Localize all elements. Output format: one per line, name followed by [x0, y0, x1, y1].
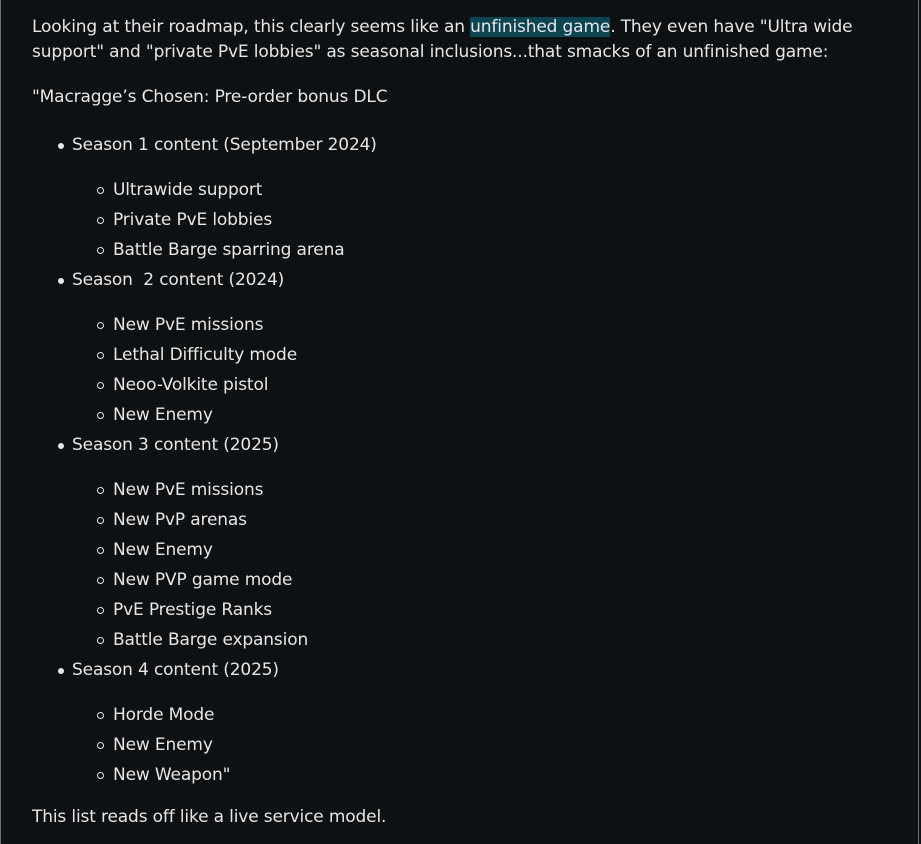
list-item	[32, 625, 898, 655]
list-item-text: New PVP game mode	[113, 570, 293, 590]
list-item-text: New PvE missions	[113, 315, 264, 335]
bullet-circle-icon	[97, 322, 104, 329]
bullet-circle-icon	[97, 382, 104, 389]
list-item-text: Battle Barge sparring arena	[113, 240, 345, 260]
list-item	[32, 340, 898, 370]
list-item	[32, 205, 898, 235]
bullet-circle-icon	[97, 412, 104, 419]
season-content-list	[32, 700, 898, 790]
season-title-row	[32, 130, 898, 160]
list-item-text: Horde Mode	[113, 705, 215, 725]
bullet-circle-icon	[97, 187, 104, 194]
list-item	[32, 565, 898, 595]
list-item-text: New PvP arenas	[113, 510, 247, 530]
list-item-text: Ultrawide support	[113, 180, 263, 200]
list-item	[32, 595, 898, 625]
list-item-text: New Enemy	[113, 405, 213, 425]
bullet-circle-icon	[97, 607, 104, 614]
season-content-list	[32, 310, 898, 430]
bullet-circle-icon	[97, 247, 104, 254]
list-item-text: Lethal Difficulty mode	[113, 345, 298, 365]
list-item-text: Neoo-Volkite pistol	[113, 375, 269, 395]
season-title: Season 3 content (2025)	[72, 435, 279, 455]
list-item	[32, 730, 898, 760]
bullet-circle-icon	[97, 742, 104, 749]
intro-text-before: Looking at their roadmap, this clearly seems like an	[32, 17, 471, 37]
list-item	[32, 175, 898, 205]
bullet-circle-icon	[97, 217, 104, 224]
season-content-list	[32, 175, 898, 265]
list-item-text: New PvE missions	[113, 480, 264, 500]
bullet-disc-icon	[58, 668, 64, 674]
season-title-row	[32, 655, 898, 685]
outro-paragraph: This list reads off like a live service model.	[32, 807, 387, 827]
list-item	[32, 700, 898, 730]
list-item	[32, 475, 898, 505]
intro-text-after: . They even have "Ultra wide support" and "private PvE lobbies" as seasonal inclusions...that smacks of an unfinished game:	[32, 17, 853, 62]
season-item	[32, 265, 898, 430]
list-item	[32, 235, 898, 265]
bullet-disc-icon	[58, 278, 64, 284]
season-list	[32, 130, 898, 790]
intro-paragraph[interactable]	[32, 15, 898, 65]
list-item	[32, 310, 898, 340]
season-item	[32, 130, 898, 265]
bullet-circle-icon	[97, 517, 104, 524]
list-item	[32, 535, 898, 565]
season-title: Season 2 content (2024)	[72, 270, 285, 290]
bullet-circle-icon	[97, 487, 104, 494]
bullet-disc-icon	[58, 443, 64, 449]
list-item-text: New Weapon"	[113, 765, 231, 785]
list-item-text: New Enemy	[113, 735, 213, 755]
list-item-text: Private PvE lobbies	[113, 210, 273, 230]
season-title-row	[32, 430, 898, 460]
bullet-circle-icon	[97, 712, 104, 719]
season-item	[32, 430, 898, 655]
bullet-disc-icon	[58, 143, 64, 149]
list-item-text: Battle Barge expansion	[113, 630, 309, 650]
list-item	[32, 760, 898, 790]
season-title-row	[32, 265, 898, 295]
season-item	[32, 655, 898, 790]
list-item-text: PvE Prestige Ranks	[113, 600, 273, 620]
bullet-circle-icon	[97, 772, 104, 779]
quote-opening-line: "Macragge’s Chosen: Pre-order bonus DLC	[32, 87, 388, 107]
bullet-circle-icon	[97, 577, 104, 584]
season-content-list	[32, 475, 898, 655]
bullet-circle-icon	[97, 637, 104, 644]
bullet-circle-icon	[97, 547, 104, 554]
season-title: Season 4 content (2025)	[72, 660, 279, 680]
list-item	[32, 505, 898, 535]
list-item	[32, 400, 898, 430]
bullet-circle-icon	[97, 352, 104, 359]
season-title: Season 1 content (September 2024)	[72, 135, 377, 155]
list-item	[32, 370, 898, 400]
list-item-text: New Enemy	[113, 540, 213, 560]
selected-text-highlight[interactable]: unfinished game	[470, 17, 611, 37]
